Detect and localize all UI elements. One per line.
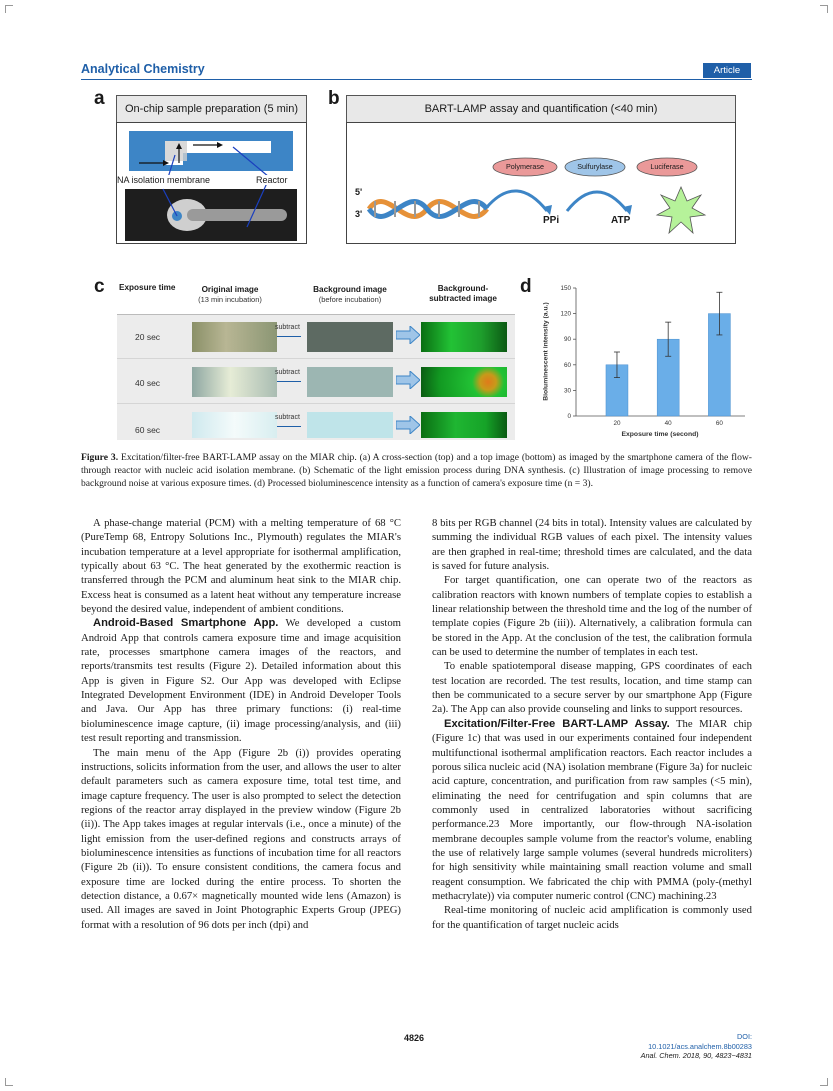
y-tick-label: 60 bbox=[563, 361, 571, 369]
doi-link[interactable]: DOI: 10.1021/acs.analchem.8b00283 bbox=[648, 1032, 752, 1051]
subtract-label: subtract bbox=[275, 414, 300, 421]
subtract-dash bbox=[277, 336, 301, 337]
paragraph bbox=[81, 616, 401, 745]
reactor-label: Reactor bbox=[256, 175, 288, 185]
crop-mark bbox=[5, 1078, 13, 1086]
row-label-60: 60 sec bbox=[135, 425, 161, 435]
background-image-20 bbox=[307, 322, 393, 352]
row-label-20: 20 sec bbox=[135, 332, 161, 342]
footer-citation bbox=[640, 1032, 752, 1061]
subtracted-image-40 bbox=[421, 367, 507, 397]
section-heading: Android-Based Smartphone App. bbox=[93, 617, 279, 630]
col-exposure-header: Exposure time bbox=[119, 283, 176, 292]
page-number: 4826 bbox=[404, 1033, 425, 1043]
panel-b-title: BART-LAMP assay and quantification (<40 min) bbox=[346, 95, 736, 123]
crop-mark bbox=[5, 5, 13, 13]
paragraph: For target quantification, one can operate two of the reactors as calibration reactors with known numbers of template copies to establish a linear relationship between the threshold time and the log of the number of template copies (Figure 2b (iii)). Alternatively, a calibration formula can be stored in the App. At the conclusion of the test, the calibration formula can be used to determine the number of templates in each test. bbox=[432, 574, 752, 659]
subtract-dash bbox=[277, 426, 301, 427]
figure-caption bbox=[81, 451, 752, 491]
col-subtracted-header-2: subtracted image bbox=[429, 294, 497, 303]
right-column bbox=[432, 516, 752, 932]
y-tick-label: 30 bbox=[563, 387, 571, 395]
x-tick-label: 60 bbox=[715, 420, 723, 427]
col-subtracted-header-1: Background- bbox=[437, 284, 489, 293]
panel-d-chart bbox=[540, 282, 750, 442]
enzyme-luciferase: Luciferase bbox=[650, 162, 684, 171]
figure-label: Figure 3. bbox=[81, 452, 119, 463]
enzyme-polymerase: Polymerase bbox=[506, 162, 544, 171]
subtracted-image-60 bbox=[421, 412, 507, 438]
y-tick-label: 90 bbox=[563, 336, 571, 344]
caption-text: Excitation/filter-free BART-LAMP assay on the MIAR chip. (a) A cross-section (top) and a top image (bottom) as imaged by the smartphone camera of the flow-through reactor with nucleic acid isolation membrane. (b) Schematic of the light emission process during DNA synthesis. (c) Illustration of image processing to remove background noise at various exposure times. (d) Processed bioluminescence intensity as a function of camera's exposure time (n = 3). bbox=[81, 452, 752, 490]
article-badge: Article bbox=[703, 63, 751, 78]
paragraph: To enable spatiotemporal disease mapping, GPS coordinates of each test location are recorded. The test results, location, and time stamp can then be communicated to a secure server by our smartphone App (Figure 2a). The App can also provide counseling and links to support resources. bbox=[432, 660, 752, 716]
panel-a-frame bbox=[116, 122, 307, 244]
panel-b-letter: b bbox=[328, 88, 340, 109]
panel-a-letter: a bbox=[94, 88, 105, 109]
membrane-label: NA isolation membrane bbox=[117, 175, 211, 185]
enzyme-sulfurylase: Sulfurylase bbox=[577, 162, 613, 171]
panel-b-frame bbox=[346, 122, 736, 244]
x-tick-label: 20 bbox=[613, 420, 621, 427]
dna-3-end: 3' bbox=[355, 209, 363, 219]
x-tick-label: 40 bbox=[664, 420, 672, 427]
original-image-40 bbox=[192, 367, 277, 397]
arrow-icon bbox=[396, 326, 420, 344]
left-column bbox=[81, 516, 401, 932]
citation: Anal. Chem. 2018, 90, 4823−4831 bbox=[640, 1051, 752, 1060]
paragraph-text: We developed a custom Android App that controls camera exposure time and image acquisition rate, processes smartphone camera images of the reactors, and reports/transmits test results (Figure 2). Detailed information about this App is given in Figure S2. Our App was developed with Eclipse Integrated Development Environment (IDE) in Android Developer Tools and Java. Our App has three primary functions: (i) real-time bioluminescence image capture, (ii) image processing/analysis, and (iii) test result reporting and transmission. bbox=[81, 617, 401, 745]
paragraph: The main menu of the App (Figure 2b (i)) provides operating instructions, solicits information from the user, and allows the user to alter default parameters such as camera exposure time, total test time, and image capture frequency. The user is also prompted to select the detection regions of the reactor array displayed in the preview window (Figure 2b (ii)). The App takes images at regular intervals (i.e., once a minute) of the light emission from the user-defined regions and constructs arrays of bioluminescence intensities as functions of incubation time for all reactors (Figure 2b (ii)). To ensure consistent conditions, the camera focus and exposure time are locked during the entire process. To shorten the detection distance, a 0.67× magnetically mounted wide lens (Amazon) is used. All images are saved in Joint Photographic Experts Group (JPEG) format with a resolution of 96 dots per inch (dpi) and bbox=[81, 746, 401, 931]
original-image-20 bbox=[192, 322, 277, 352]
row-label-40: 40 sec bbox=[135, 378, 161, 388]
bart-lamp-schematic bbox=[347, 123, 735, 243]
subtract-label: subtract bbox=[275, 324, 300, 331]
paragraph: Real-time monitoring of nucleic acid amplification is commonly used for the quantification of target nucleic acids bbox=[432, 904, 752, 931]
col-background-subheader: (before incubation) bbox=[318, 295, 382, 304]
product-ppi: PPi bbox=[543, 215, 560, 226]
chart-ylabel: Bioluminescent intensity (a.u.) bbox=[542, 302, 550, 401]
dna-5-end: 5' bbox=[355, 187, 363, 197]
paragraph-text: The MIAR chip (Figure 1c) that was used in our experiments contained four independent multifunctional isothermal amplification reactors. Each reactor includes a porous silica nucleic acid (NA) isolation membrane (Figure 3a) for nucleic acid capture, concentration, and purification from raw samples (<5 min), eliminating the need for centrifugation and spin columns that are commonly used in centralized laboratories without sacrificing performance.23 More importantly, our flow-through NA-isolation membrane decouples sample volume from the reactor's volume, enabling the use of relatively large sample volumes (several hundreds microliters) for high sensitivity while maintaining small reaction volume and small reagent consumption. We fabricated the chip with PMMA (poly-(methyl methacrylate)) via computer numeric control (CNC) machining.23 bbox=[432, 717, 753, 902]
header-rule bbox=[81, 79, 752, 80]
y-tick-label: 120 bbox=[560, 310, 571, 318]
panel-a-title: On-chip sample preparation (5 min) bbox=[116, 95, 307, 123]
y-tick-label: 150 bbox=[560, 285, 571, 292]
original-image-60 bbox=[192, 412, 277, 438]
subtracted-image-20 bbox=[421, 322, 507, 352]
section-heading: Excitation/Filter-Free BART-LAMP Assay. bbox=[444, 717, 670, 730]
chart-xlabel: Exposure time (second) bbox=[621, 431, 699, 438]
arrow-icon bbox=[396, 371, 420, 389]
y-tick-label: 0 bbox=[567, 413, 571, 420]
paragraph: 8 bits per RGB channel (24 bits in total). Intensity values are calculated by summing the individual RGB values of each pixel. The intensity values are then graphed in real-time; threshold times are calculated, and the data is saved for future analysis. bbox=[432, 517, 752, 573]
subtract-dash bbox=[277, 381, 301, 382]
panel-c-letter: c bbox=[94, 276, 105, 297]
col-original-header: Original image bbox=[201, 285, 259, 294]
background-image-60 bbox=[307, 412, 393, 438]
subtract-label: subtract bbox=[275, 369, 300, 376]
panel-d-letter: d bbox=[520, 276, 532, 297]
col-background-header: Background image bbox=[313, 285, 387, 294]
panel-c-grid bbox=[117, 314, 515, 440]
background-image-40 bbox=[307, 367, 393, 397]
col-original-subheader: (13 min incubation) bbox=[198, 295, 262, 304]
journal-name: Analytical Chemistry bbox=[81, 62, 205, 76]
paragraph bbox=[432, 717, 752, 903]
paragraph: A phase-change material (PCM) with a melting temperature of 68 °C (PureTemp 68, Entropy Solutions Inc., Plymouth) regulates the MIAR's incubation temperature at a level appropriate for isothermal amplification, typically about 63 °C. The heat generated by the exothermic reaction is transferred through the PCM and aluminum heat sink to the MIAR chip. Excess heat is consumed as a latent heat without any temperature increase beyond the desired value, independent of ambient conditions. bbox=[81, 517, 401, 616]
crop-mark bbox=[820, 5, 828, 13]
bar-chart bbox=[540, 282, 750, 442]
crop-mark bbox=[820, 1078, 828, 1086]
arrow-icon bbox=[396, 416, 420, 434]
product-atp: ATP bbox=[611, 215, 631, 226]
